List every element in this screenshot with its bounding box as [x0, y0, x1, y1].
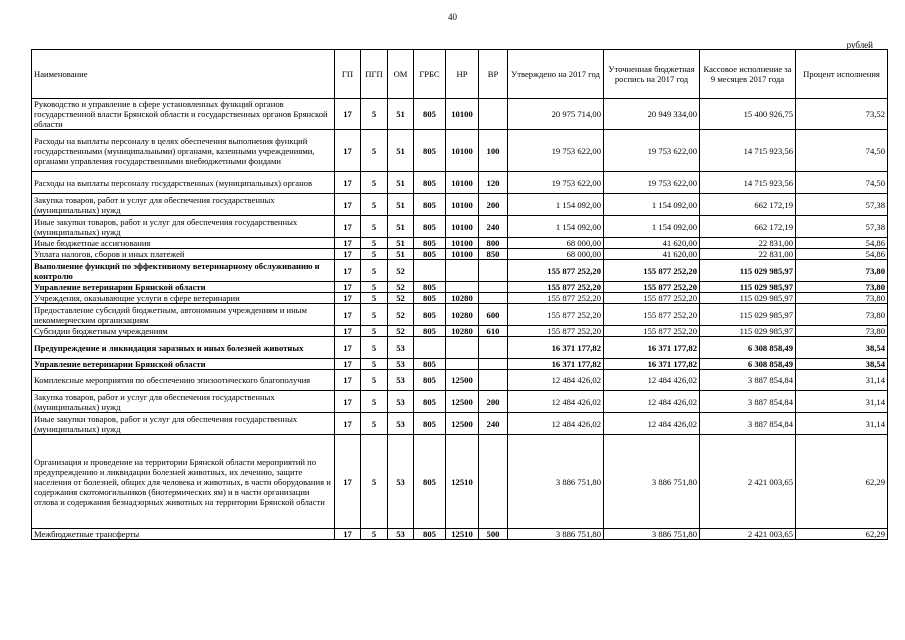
cell-pgp: 5 — [361, 249, 388, 260]
cell-name: Субсидии бюджетным учреждениям — [32, 326, 335, 337]
unit-label: рублей — [846, 40, 873, 50]
cell-percent: 73,80 — [796, 293, 888, 304]
cell-pgp: 5 — [361, 238, 388, 249]
table-row — [32, 194, 888, 216]
cell-cash: 2 421 003,65 — [700, 529, 796, 540]
cell-cash: 115 029 985,97 — [700, 304, 796, 326]
cell-approved: 155 877 252,20 — [508, 260, 604, 282]
cell-approved: 19 753 622,00 — [508, 130, 604, 172]
cell-percent: 57,38 — [796, 216, 888, 238]
cell-nr: 10280 — [446, 304, 479, 326]
cell-percent: 73,80 — [796, 260, 888, 282]
table-row — [32, 238, 888, 249]
col-header-om: ОМ — [388, 50, 414, 99]
cell-approved: 155 877 252,20 — [508, 282, 604, 293]
table-row — [32, 370, 888, 391]
cell-gp: 17 — [335, 370, 361, 391]
cell-approved: 3 886 751,80 — [508, 435, 604, 529]
cell-grbs: 805 — [414, 370, 446, 391]
cell-pgp: 5 — [361, 172, 388, 194]
cell-cash: 6 308 858,49 — [700, 359, 796, 370]
table-row — [32, 391, 888, 413]
cell-gp: 17 — [335, 238, 361, 249]
cell-refined: 155 877 252,20 — [604, 293, 700, 304]
cell-grbs: 805 — [414, 130, 446, 172]
table-row — [32, 435, 888, 529]
cell-approved: 155 877 252,20 — [508, 304, 604, 326]
cell-pgp: 5 — [361, 293, 388, 304]
budget-table — [31, 49, 888, 540]
cell-om: 53 — [388, 391, 414, 413]
cell-om: 53 — [388, 435, 414, 529]
cell-vr — [479, 435, 508, 529]
cell-grbs: 805 — [414, 435, 446, 529]
cell-cash: 662 172,19 — [700, 216, 796, 238]
cell-grbs — [414, 260, 446, 282]
cell-cash: 3 887 854,84 — [700, 413, 796, 435]
cell-name: Комплексные мероприятия по обеспечению эпизоотического благополучия — [32, 370, 335, 391]
cell-refined: 20 949 334,00 — [604, 99, 700, 130]
cell-cash: 15 400 926,75 — [700, 99, 796, 130]
cell-percent: 73,80 — [796, 326, 888, 337]
cell-pgp: 5 — [361, 370, 388, 391]
cell-cash: 115 029 985,97 — [700, 293, 796, 304]
cell-pgp: 5 — [361, 326, 388, 337]
cell-vr — [479, 99, 508, 130]
cell-refined: 155 877 252,20 — [604, 260, 700, 282]
cell-nr — [446, 282, 479, 293]
table-body — [32, 99, 888, 540]
cell-om: 52 — [388, 293, 414, 304]
cell-pgp: 5 — [361, 529, 388, 540]
cell-cash: 6 308 858,49 — [700, 337, 796, 359]
cell-nr: 12500 — [446, 370, 479, 391]
cell-cash: 14 715 923,56 — [700, 172, 796, 194]
cell-percent: 74,50 — [796, 172, 888, 194]
cell-cash: 2 421 003,65 — [700, 435, 796, 529]
cell-name: Иные закупки товаров, работ и услуг для обеспечения государственных (муниципальных) нужд — [32, 216, 335, 238]
cell-refined: 1 154 092,00 — [604, 194, 700, 216]
cell-percent: 31,14 — [796, 370, 888, 391]
cell-grbs: 805 — [414, 216, 446, 238]
cell-om: 53 — [388, 337, 414, 359]
cell-gp: 17 — [335, 413, 361, 435]
table-row — [32, 249, 888, 260]
cell-gp: 17 — [335, 216, 361, 238]
cell-name: Иные бюджетные ассигнования — [32, 238, 335, 249]
cell-om: 51 — [388, 238, 414, 249]
cell-refined: 155 877 252,20 — [604, 304, 700, 326]
cell-name: Расходы на выплаты персоналу в целях обеспечения выполнения функций государственными (муниципальными) органами, казенными учреждениями, органами управления государственными внебюджетными фондами — [32, 130, 335, 172]
cell-nr: 10100 — [446, 216, 479, 238]
cell-pgp: 5 — [361, 435, 388, 529]
cell-percent: 57,38 — [796, 194, 888, 216]
col-header-percent: Процент исполнения — [796, 50, 888, 99]
cell-gp: 17 — [335, 435, 361, 529]
table-row — [32, 99, 888, 130]
cell-name: Межбюджетные трансферты — [32, 529, 335, 540]
cell-gp: 17 — [335, 326, 361, 337]
cell-om: 53 — [388, 413, 414, 435]
cell-pgp: 5 — [361, 304, 388, 326]
cell-vr — [479, 260, 508, 282]
cell-gp: 17 — [335, 293, 361, 304]
cell-pgp: 5 — [361, 337, 388, 359]
cell-grbs — [414, 337, 446, 359]
table-row — [32, 282, 888, 293]
cell-approved: 68 000,00 — [508, 249, 604, 260]
cell-approved: 12 484 426,02 — [508, 391, 604, 413]
cell-refined: 16 371 177,82 — [604, 359, 700, 370]
table-row — [32, 413, 888, 435]
col-header-name: Наименование — [32, 50, 335, 99]
cell-om: 51 — [388, 249, 414, 260]
cell-approved: 3 886 751,80 — [508, 529, 604, 540]
cell-name: Учреждения, оказывающие услуги в сфере ветеринарии — [32, 293, 335, 304]
cell-percent: 31,14 — [796, 413, 888, 435]
cell-name: Руководство и управление в сфере установленных функций органов государственной власти Брянской области и государственных органов Брянской области — [32, 99, 335, 130]
cell-cash: 14 715 923,56 — [700, 130, 796, 172]
cell-refined: 12 484 426,02 — [604, 391, 700, 413]
cell-gp: 17 — [335, 249, 361, 260]
cell-om: 53 — [388, 529, 414, 540]
cell-gp: 17 — [335, 391, 361, 413]
cell-name: Закупка товаров, работ и услуг для обеспечения государственных (муниципальных) нужд — [32, 194, 335, 216]
page-number: 40 — [448, 12, 457, 22]
cell-pgp: 5 — [361, 359, 388, 370]
cell-om: 51 — [388, 194, 414, 216]
cell-name: Иные закупки товаров, работ и услуг для обеспечения государственных (муниципальных) нужд — [32, 413, 335, 435]
cell-om: 53 — [388, 370, 414, 391]
cell-name: Закупка товаров, работ и услуг для обеспечения государственных (муниципальных) нужд — [32, 391, 335, 413]
cell-pgp: 5 — [361, 99, 388, 130]
table-row — [32, 260, 888, 282]
cell-nr: 10100 — [446, 99, 479, 130]
cell-pgp: 5 — [361, 413, 388, 435]
cell-percent: 54,86 — [796, 238, 888, 249]
cell-name: Управление ветеринарии Брянской области — [32, 359, 335, 370]
cell-approved: 19 753 622,00 — [508, 172, 604, 194]
cell-cash: 22 831,00 — [700, 249, 796, 260]
col-header-gp: ГП — [335, 50, 361, 99]
cell-grbs: 805 — [414, 282, 446, 293]
cell-gp: 17 — [335, 194, 361, 216]
cell-vr: 120 — [479, 172, 508, 194]
cell-name: Расходы на выплаты персоналу государственных (муниципальных) органов — [32, 172, 335, 194]
cell-approved: 155 877 252,20 — [508, 293, 604, 304]
cell-grbs: 805 — [414, 304, 446, 326]
table-row — [32, 130, 888, 172]
cell-cash: 115 029 985,97 — [700, 326, 796, 337]
cell-gp: 17 — [335, 304, 361, 326]
cell-nr: 12510 — [446, 529, 479, 540]
cell-percent: 38,54 — [796, 359, 888, 370]
cell-vr: 240 — [479, 216, 508, 238]
cell-refined: 19 753 622,00 — [604, 172, 700, 194]
col-header-cash: Кассовое исполнение за 9 месяцев 2017 года — [700, 50, 796, 99]
cell-gp: 17 — [335, 99, 361, 130]
cell-grbs: 805 — [414, 194, 446, 216]
cell-grbs: 805 — [414, 172, 446, 194]
cell-percent: 73,52 — [796, 99, 888, 130]
cell-cash: 3 887 854,84 — [700, 370, 796, 391]
cell-refined: 3 886 751,80 — [604, 435, 700, 529]
cell-refined: 12 484 426,02 — [604, 413, 700, 435]
cell-cash: 115 029 985,97 — [700, 260, 796, 282]
cell-refined: 16 371 177,82 — [604, 337, 700, 359]
cell-grbs: 805 — [414, 391, 446, 413]
cell-nr: 12500 — [446, 391, 479, 413]
table-row — [32, 326, 888, 337]
cell-om: 53 — [388, 359, 414, 370]
cell-vr: 500 — [479, 529, 508, 540]
cell-percent: 73,80 — [796, 282, 888, 293]
cell-nr: 10100 — [446, 194, 479, 216]
cell-percent: 73,80 — [796, 304, 888, 326]
cell-vr — [479, 359, 508, 370]
col-header-grbs: ГРБС — [414, 50, 446, 99]
cell-vr — [479, 337, 508, 359]
cell-nr: 12510 — [446, 435, 479, 529]
cell-nr: 10100 — [446, 238, 479, 249]
cell-cash: 115 029 985,97 — [700, 282, 796, 293]
cell-name: Выполнение функций по эффективному ветеринарному обслуживанию и контролю — [32, 260, 335, 282]
cell-om: 52 — [388, 304, 414, 326]
cell-nr: 12500 — [446, 413, 479, 435]
cell-nr — [446, 337, 479, 359]
cell-vr: 800 — [479, 238, 508, 249]
cell-refined: 3 886 751,80 — [604, 529, 700, 540]
cell-name: Уплата налогов, сборов и иных платежей — [32, 249, 335, 260]
cell-om: 52 — [388, 326, 414, 337]
cell-vr: 240 — [479, 413, 508, 435]
cell-vr: 600 — [479, 304, 508, 326]
cell-vr: 200 — [479, 391, 508, 413]
cell-cash: 662 172,19 — [700, 194, 796, 216]
cell-grbs: 805 — [414, 359, 446, 370]
cell-approved: 12 484 426,02 — [508, 370, 604, 391]
cell-approved: 16 371 177,82 — [508, 337, 604, 359]
table-row — [32, 293, 888, 304]
col-header-refined: Уточненная бюджетная роспись на 2017 год — [604, 50, 700, 99]
cell-gp: 17 — [335, 282, 361, 293]
cell-om: 51 — [388, 99, 414, 130]
cell-refined: 19 753 622,00 — [604, 130, 700, 172]
cell-grbs: 805 — [414, 293, 446, 304]
cell-name: Предоставление субсидий бюджетным, автономным учреждениям и иным некоммерческим организациям — [32, 304, 335, 326]
cell-refined: 12 484 426,02 — [604, 370, 700, 391]
cell-name: Организация и проведение на территории Брянской области мероприятий по предупреждению и ликвидации болезней животных, их лечению, защите населения от болезней, общих для человека и животных, в части оборудования и содержания скотомогильников (биотермических ям) и в части организации отлова и содержания безнадзорных животных на территории Брянской области — [32, 435, 335, 529]
cell-approved: 20 975 714,00 — [508, 99, 604, 130]
cell-approved: 1 154 092,00 — [508, 216, 604, 238]
cell-vr: 850 — [479, 249, 508, 260]
table-row — [32, 216, 888, 238]
cell-nr: 10280 — [446, 293, 479, 304]
cell-pgp: 5 — [361, 194, 388, 216]
cell-refined: 41 620,00 — [604, 238, 700, 249]
cell-om: 52 — [388, 260, 414, 282]
cell-om: 51 — [388, 216, 414, 238]
cell-refined: 155 877 252,20 — [604, 326, 700, 337]
cell-grbs: 805 — [414, 529, 446, 540]
table-row — [32, 172, 888, 194]
cell-approved: 155 877 252,20 — [508, 326, 604, 337]
cell-cash: 3 887 854,84 — [700, 391, 796, 413]
cell-vr — [479, 370, 508, 391]
col-header-pgp: ПГП — [361, 50, 388, 99]
cell-gp: 17 — [335, 172, 361, 194]
cell-grbs: 805 — [414, 326, 446, 337]
col-header-vr: ВР — [479, 50, 508, 99]
cell-pgp: 5 — [361, 282, 388, 293]
cell-percent: 31,14 — [796, 391, 888, 413]
cell-vr: 100 — [479, 130, 508, 172]
cell-pgp: 5 — [361, 391, 388, 413]
cell-grbs: 805 — [414, 238, 446, 249]
cell-vr — [479, 282, 508, 293]
cell-nr: 10280 — [446, 326, 479, 337]
cell-pgp: 5 — [361, 260, 388, 282]
cell-grbs: 805 — [414, 413, 446, 435]
cell-vr: 610 — [479, 326, 508, 337]
cell-nr: 10100 — [446, 249, 479, 260]
cell-pgp: 5 — [361, 130, 388, 172]
cell-gp: 17 — [335, 337, 361, 359]
cell-approved: 1 154 092,00 — [508, 194, 604, 216]
cell-name: Предупреждение и ликвидация заразных и иных болезней животных — [32, 337, 335, 359]
cell-nr — [446, 260, 479, 282]
cell-grbs: 805 — [414, 249, 446, 260]
cell-percent: 74,50 — [796, 130, 888, 172]
cell-refined: 41 620,00 — [604, 249, 700, 260]
cell-vr: 200 — [479, 194, 508, 216]
cell-percent: 62,29 — [796, 529, 888, 540]
cell-percent: 54,86 — [796, 249, 888, 260]
table-row — [32, 304, 888, 326]
cell-gp: 17 — [335, 130, 361, 172]
cell-percent: 62,29 — [796, 435, 888, 529]
cell-gp: 17 — [335, 529, 361, 540]
cell-nr: 10100 — [446, 172, 479, 194]
cell-refined: 1 154 092,00 — [604, 216, 700, 238]
table-row — [32, 359, 888, 370]
cell-percent: 38,54 — [796, 337, 888, 359]
table-row — [32, 529, 888, 540]
cell-refined: 155 877 252,20 — [604, 282, 700, 293]
cell-nr — [446, 359, 479, 370]
cell-cash: 22 831,00 — [700, 238, 796, 249]
cell-gp: 17 — [335, 260, 361, 282]
cell-grbs: 805 — [414, 99, 446, 130]
cell-om: 51 — [388, 172, 414, 194]
col-header-approved: Утверждено на 2017 год — [508, 50, 604, 99]
cell-name: Управление ветеринарии Брянской области — [32, 282, 335, 293]
table-row — [32, 337, 888, 359]
cell-pgp: 5 — [361, 216, 388, 238]
cell-approved: 16 371 177,82 — [508, 359, 604, 370]
cell-om: 51 — [388, 130, 414, 172]
table-header-row — [32, 50, 888, 99]
cell-nr: 10100 — [446, 130, 479, 172]
cell-gp: 17 — [335, 359, 361, 370]
col-header-nr: НР — [446, 50, 479, 99]
cell-approved: 68 000,00 — [508, 238, 604, 249]
cell-approved: 12 484 426,02 — [508, 413, 604, 435]
cell-vr — [479, 293, 508, 304]
cell-om: 52 — [388, 282, 414, 293]
